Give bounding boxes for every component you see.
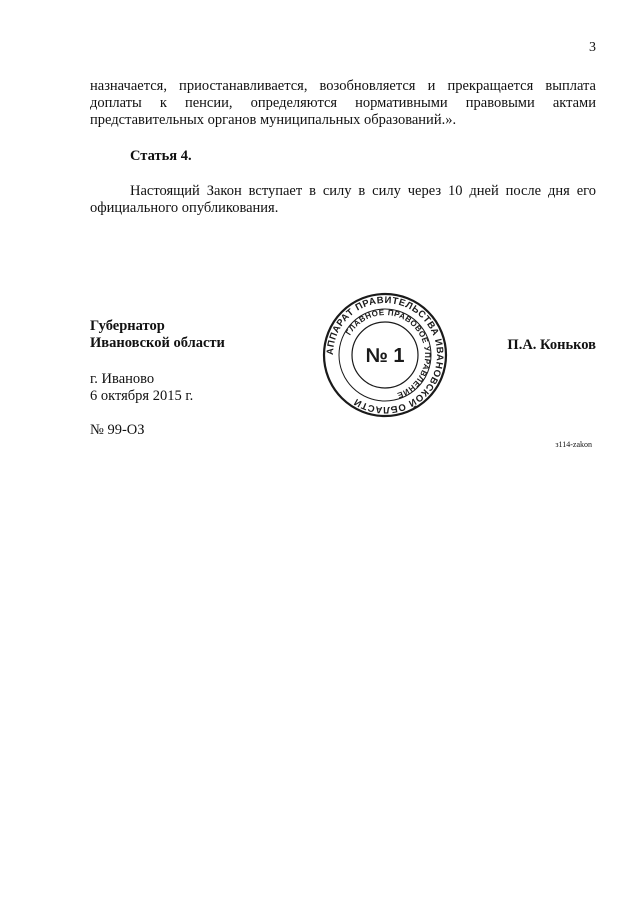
signatory-title-line: Ивановской области <box>90 335 225 351</box>
paragraph-line: представительных органов муниципальных образований.». <box>90 112 457 128</box>
place-and-date <box>90 371 193 405</box>
law-number: № 99-ОЗ <box>90 422 145 438</box>
official-seal <box>322 292 448 418</box>
signatory-name: П.А. Коньков <box>507 337 596 353</box>
file-code: з114-zakon <box>555 440 592 449</box>
paragraph-line: назначается, приостанавливается, возобновляется и прекращается выплата <box>90 78 596 94</box>
continuation-paragraph <box>90 78 596 129</box>
signatory-title <box>90 318 225 352</box>
seal-inner-text: ГЛАВНОЕ ПРАВОВОЕ УПРАВЛЕНИЕ <box>343 307 433 400</box>
seal-center-number: № 1 <box>365 345 405 367</box>
article-text: Настоящий Закон вступает в силу в силу через 10 дней после дня его официального опубликования. <box>90 183 596 216</box>
paragraph-line: доплаты к пенсии, определяются нормативными правовыми актами <box>90 95 596 111</box>
city: г. Иваново <box>90 371 155 387</box>
date: 6 октября 2015 г. <box>90 388 194 404</box>
article-heading: Статья 4. <box>130 148 192 164</box>
seal-outer-text: АППАРАТ ПРАВИТЕЛЬСТВА ИВАНОВСКОЙ ОБЛАСТИ <box>324 294 446 416</box>
page-number: 3 <box>589 40 596 55</box>
signatory-title-line: Губернатор <box>90 318 165 334</box>
